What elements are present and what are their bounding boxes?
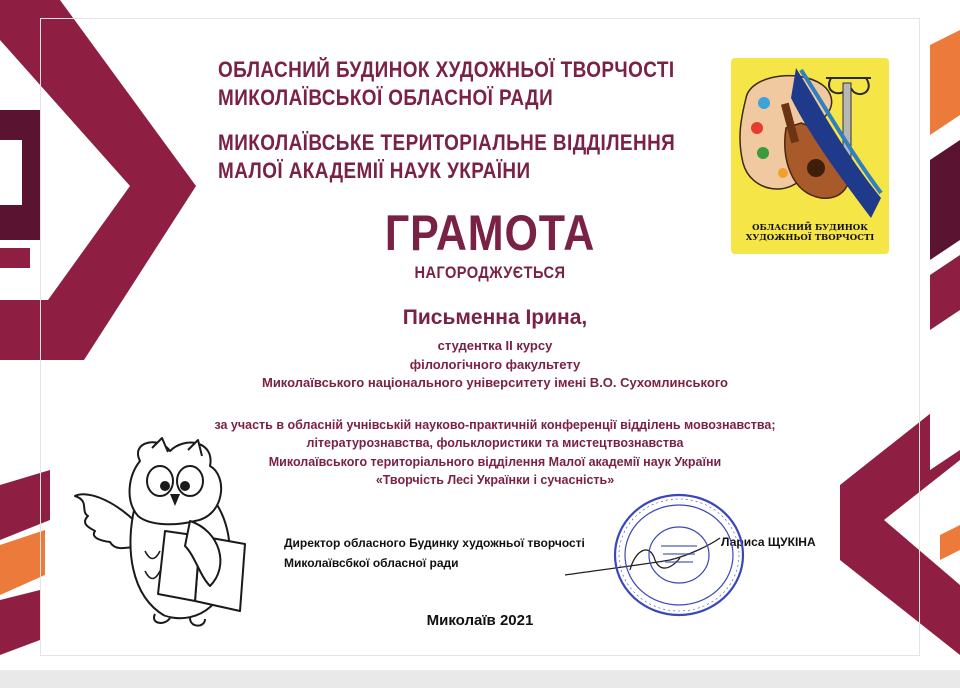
palette-lyre-icon bbox=[731, 58, 889, 223]
recipient-name: Письменна Ірина, bbox=[402, 306, 588, 329]
org-line-3: МИКОЛАЇВСЬКЕ ТЕРИТОРІАЛЬНЕ ВІДДІЛЕННЯ bbox=[218, 130, 676, 155]
reason-line-4: «Творчість Лесі Українки і сучасність» bbox=[375, 473, 615, 487]
owl-illustration bbox=[70, 436, 270, 631]
certificate-title: ГРАМОТА bbox=[384, 205, 596, 261]
reason-line-1: за участь в обласній учнівській науково-практичній конференції відділень мовознавства; bbox=[214, 418, 776, 432]
signatory-name: Лариса ЩУКІНА bbox=[721, 535, 816, 549]
signatory-position-1: Директор обласного Будинку художньої творчості bbox=[284, 536, 585, 550]
official-stamp bbox=[611, 491, 747, 619]
org-line-1: ОБЛАСНИЙ БУДИНОК ХУДОЖНЬОЇ ТВОРЧОСТІ bbox=[218, 57, 675, 82]
bottom-strip bbox=[0, 670, 960, 688]
logo-caption-line-1: ОБЛАСНИЙ БУДИНОК bbox=[752, 223, 868, 233]
city-year: Миколаїв 2021 bbox=[426, 612, 534, 629]
logo-caption-line-2: ХУДОЖНЬОЇ ТВОРЧОСТІ bbox=[745, 233, 875, 243]
org-line-4: МАЛОЇ АКАДЕМІЇ НАУК УКРАЇНИ bbox=[218, 158, 531, 183]
certificate-subtitle: НАГОРОДЖУЄТЬСЯ bbox=[414, 263, 566, 282]
reason-line-3: Миколаївського територіального відділення Малої академії наук України bbox=[268, 455, 722, 469]
org-line-2: МИКОЛАЇВСЬКОЇ ОБЛАСНОЇ РАДИ bbox=[218, 85, 554, 110]
signatory-position-2: Миколаївсбкої обласної ради bbox=[284, 556, 459, 570]
reason-line-2: літературознавства, фольклористики та мистецтвознавства bbox=[306, 436, 684, 450]
recipient-detail-3: Миколаївського національного університету імені В.О. Сухомлинського bbox=[261, 375, 728, 390]
recipient-detail-2: філологічного факультету bbox=[409, 357, 581, 372]
recipient-detail-1: студентка ІІ курсу bbox=[437, 338, 553, 353]
